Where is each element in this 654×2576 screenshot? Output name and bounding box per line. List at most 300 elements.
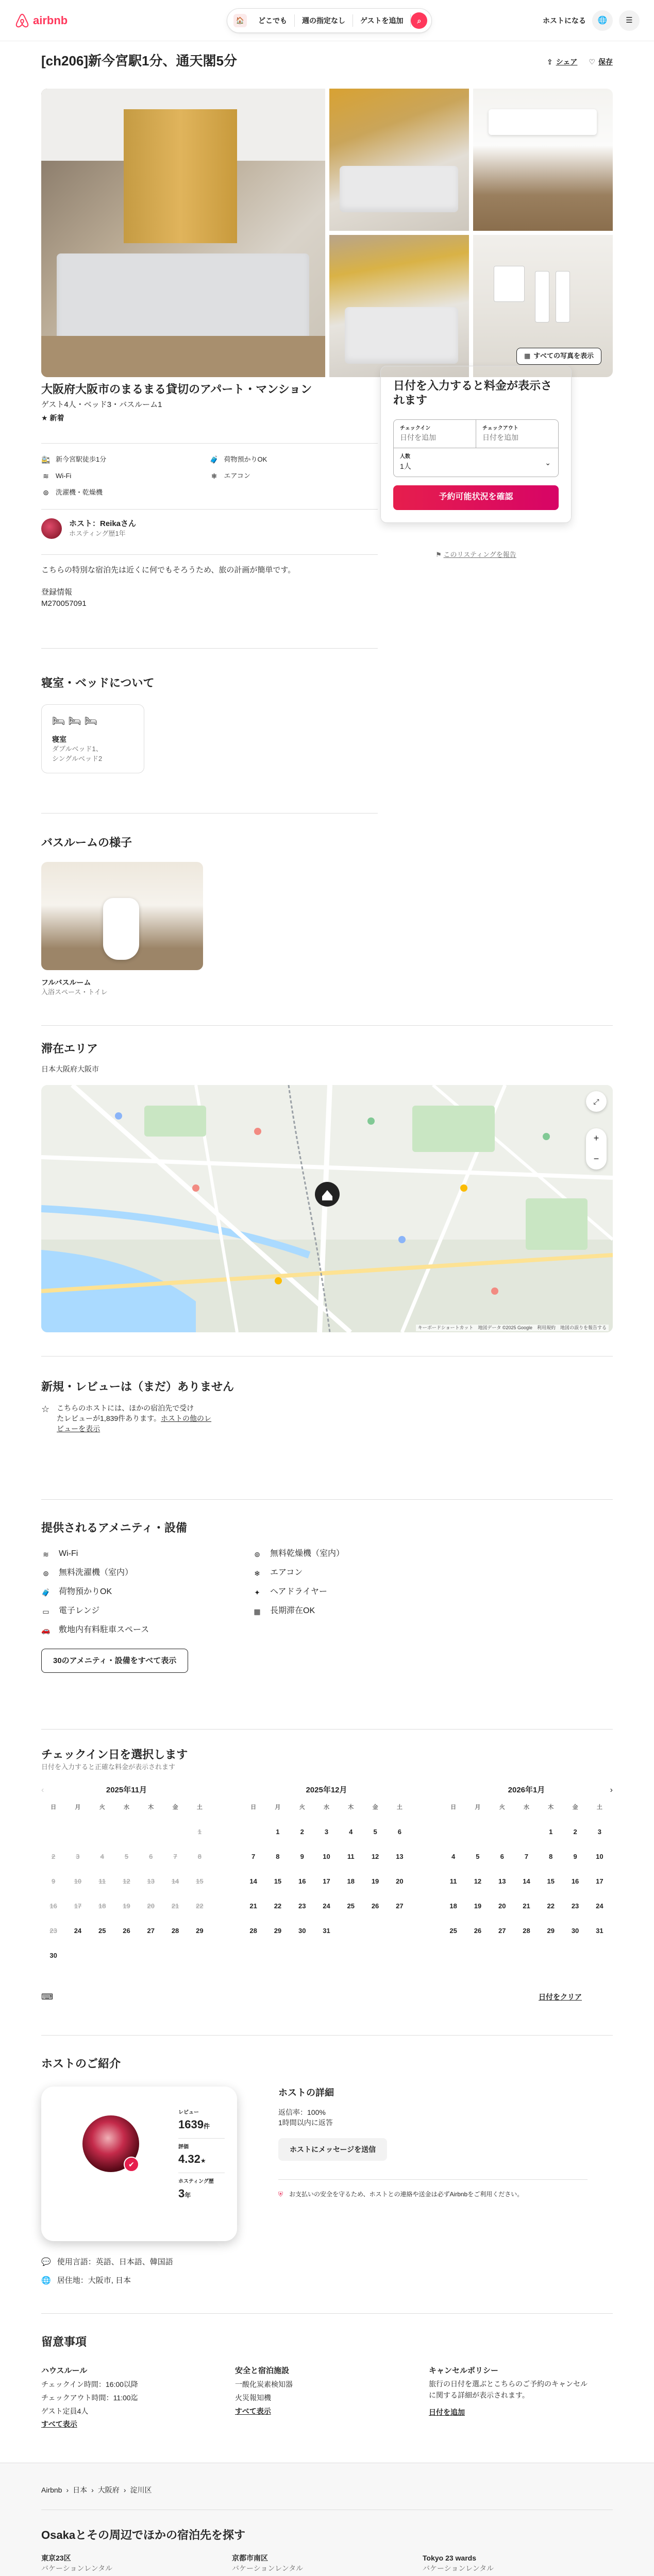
search-when[interactable]: 週の指定なし <box>295 14 353 27</box>
calendar-day[interactable]: 29 <box>547 1927 555 1935</box>
host-years: ホスティング歴1年 <box>69 530 126 538</box>
calendar-month <box>241 1785 412 1943</box>
empty-day <box>241 1820 265 1844</box>
rules-section <box>41 2334 613 2458</box>
divider <box>41 1356 613 1357</box>
description <box>41 565 378 609</box>
calendar-day[interactable]: 31 <box>323 1927 330 1935</box>
area-place: 日本大阪府大阪市 <box>41 1065 99 1074</box>
calendar-day: 5 <box>124 1853 129 1861</box>
calendar-day[interactable]: 23 <box>571 1902 579 1910</box>
calendar-day[interactable]: 31 <box>596 1927 603 1935</box>
amenity-item <box>41 1624 253 1636</box>
weekday-label: 金 <box>172 1804 178 1811</box>
checkin-label: チェックイン <box>400 426 431 431</box>
feature-label: 新今宮駅徒歩1分 <box>56 455 107 463</box>
calendar-day: 18 <box>98 1902 106 1910</box>
calendar-day[interactable]: 19 <box>371 1877 379 1886</box>
years-unit: 年 <box>185 2191 191 2199</box>
cancellation-policy <box>429 2364 613 2418</box>
chevron-right-icon: › <box>66 2486 69 2494</box>
calendar-day: 17 <box>74 1902 82 1910</box>
calendar-day[interactable]: 26 <box>371 1902 379 1910</box>
cancellation-text: 旅行の日付を選ぶとこちらのご予約のキャンセル <box>429 2379 588 2388</box>
search-guests[interactable]: ゲストを追加 <box>353 14 411 27</box>
registration-label: 登録情報 <box>41 588 73 597</box>
clear-dates-link[interactable]: 日付をクリア <box>539 1993 582 2001</box>
zoom-controls <box>586 1128 607 1170</box>
calendar-day[interactable]: 18 <box>449 1902 457 1910</box>
air-conditioner <box>489 109 597 135</box>
calendar-day[interactable]: 5 <box>373 1828 377 1836</box>
rule-item: チェックアウト時間：11:00迄 <box>41 2393 138 2402</box>
host-residence <box>41 2275 131 2286</box>
calendar-day[interactable]: 4 <box>451 1853 456 1861</box>
calendar-day: 10 <box>74 1877 82 1886</box>
fullscreen-icon[interactable]: ⤢ <box>586 1091 607 1112</box>
map[interactable] <box>41 1085 613 1332</box>
weekday-label: 金 <box>572 1804 578 1811</box>
reviews-title: 新規・レビューは（まだ）ありません <box>41 1380 234 1393</box>
calendar-day[interactable]: 12 <box>474 1877 482 1886</box>
calendar-day: 4 <box>100 1853 104 1861</box>
calendar-day[interactable]: 2 <box>573 1828 577 1836</box>
calendar-day[interactable]: 2 <box>300 1828 304 1836</box>
bedroom-card <box>41 704 144 773</box>
parking-icon: 🚗 <box>41 1626 51 1635</box>
calendar-day[interactable]: 1 <box>549 1828 553 1836</box>
rules-title: 留意事項 <box>41 2335 87 2348</box>
rule-item: チェックイン時間：16:00以降 <box>41 2380 138 2388</box>
house-rules-title: ハウスルール <box>41 2366 88 2375</box>
luggage-icon: 🧳 <box>209 455 219 464</box>
bed <box>340 166 458 212</box>
bedroom-name: 寝室 <box>52 735 66 744</box>
calendar-day[interactable]: 24 <box>596 1902 603 1910</box>
calendar-day[interactable]: 18 <box>347 1877 355 1886</box>
divider <box>41 443 378 444</box>
calendar-day[interactable]: 8 <box>549 1853 553 1861</box>
calendar-day[interactable]: 6 <box>397 1828 401 1836</box>
calendar-day: 16 <box>49 1902 57 1910</box>
host-details <box>278 2087 588 2199</box>
listing-top <box>41 52 613 381</box>
safety-text: お支払いの安全を守るため、ホストとの連絡や送金は必ずAirbnbをご利用ください。 <box>289 2190 524 2198</box>
flag-icon: ⚑ <box>435 551 444 558</box>
next-month-icon[interactable]: › <box>610 1786 613 1794</box>
calendar-day[interactable]: 9 <box>300 1853 304 1861</box>
calendar-day[interactable]: 13 <box>396 1853 404 1861</box>
calendar-day: 14 <box>171 1877 179 1886</box>
rating-label: 評価 <box>178 2144 189 2150</box>
calendar-section <box>41 1747 613 2014</box>
reviews-unit: 件 <box>203 2123 210 2130</box>
calendar-day[interactable]: 14 <box>249 1877 257 1886</box>
calendar-day[interactable]: 24 <box>74 1927 82 1935</box>
amenity-label: 長期滞在OK <box>270 1606 315 1616</box>
calendar-day[interactable]: 28 <box>249 1927 257 1935</box>
divider <box>41 1025 613 1026</box>
guests-label: 人数 <box>400 454 410 460</box>
feature-item <box>210 454 378 465</box>
airbnb-logo[interactable] <box>14 12 169 29</box>
search-icon[interactable]: ⌕ <box>411 12 427 29</box>
weekday-label: 月 <box>75 1804 81 1811</box>
bed <box>57 253 309 346</box>
hairdryer-icon: ✦ <box>254 1588 260 1597</box>
nearby-city[interactable] <box>232 2553 303 2574</box>
snowflake-icon: ❄ <box>211 472 217 481</box>
calendar-day: 21 <box>171 1902 179 1910</box>
nearby-title: Osakaとその周辺でほかの宿泊先を探す <box>41 2529 246 2541</box>
calendar-day[interactable]: 11 <box>449 1877 457 1886</box>
feature-item <box>41 487 210 498</box>
dryer-icon: ⊚ <box>254 1550 260 1558</box>
bedroom-section <box>41 675 378 773</box>
weekday-label: 木 <box>148 1804 154 1811</box>
shield-icon: ⛨ <box>278 2190 283 2198</box>
weekday-label: 火 <box>499 1804 505 1811</box>
calendar-day[interactable]: 6 <box>500 1853 504 1861</box>
calendar-day[interactable]: 26 <box>123 1927 130 1935</box>
calendar-day[interactable]: 16 <box>571 1877 579 1886</box>
bedroom-title: 寝室・ベッドについて <box>41 676 155 689</box>
calendar-day[interactable]: 22 <box>547 1902 555 1910</box>
amenity-item <box>253 1548 464 1560</box>
map-attribution: キーボードショートカット 地図データ ©2025 Google 利用規約 地図の誤りを報告する <box>416 1325 609 1331</box>
calendar-day: 22 <box>196 1902 204 1910</box>
month-title: 2026年1月 <box>508 1786 545 1794</box>
show-all-photos-button[interactable] <box>516 348 601 365</box>
amenity-item <box>253 1605 464 1617</box>
calendar-day[interactable]: 27 <box>396 1902 404 1910</box>
photo-2[interactable] <box>329 89 469 231</box>
response-time: 1時間以内に返答 <box>278 2118 333 2127</box>
verified-icon: ✔ <box>124 2157 139 2172</box>
photo-5[interactable] <box>473 235 613 377</box>
zoom-in-icon[interactable]: + <box>593 1133 599 1144</box>
show-all-photos-label: すべての写真を表示 <box>533 352 594 360</box>
calendar-day[interactable]: 26 <box>474 1927 482 1935</box>
city-subtitle: バケーションレンタル <box>232 2564 304 2573</box>
guests-select[interactable] <box>394 448 558 476</box>
house-rules <box>41 2364 216 2431</box>
safety-rules <box>235 2364 410 2418</box>
calendar-day[interactable]: 30 <box>571 1927 579 1935</box>
share-icon: ⇪ <box>546 58 553 66</box>
star-icon: ☆ <box>41 1404 50 1415</box>
other-reviews-link[interactable]: ホストの他のレ <box>161 1414 212 1423</box>
chevron-down-icon: ⌄ <box>545 459 551 467</box>
checkout-field[interactable] <box>476 420 558 448</box>
calendar-day[interactable]: 27 <box>147 1927 155 1935</box>
prev-month-icon[interactable]: ‹ <box>41 1786 44 1794</box>
calendar-day[interactable]: 25 <box>98 1927 106 1935</box>
amenity-label: 無料洗濯機（室内） <box>59 1568 133 1578</box>
empty-day <box>514 1820 539 1844</box>
empty-day <box>139 1820 163 1844</box>
bed <box>345 307 458 364</box>
calendar-day[interactable]: 16 <box>298 1877 306 1886</box>
calendar-day: 12 <box>123 1877 130 1886</box>
rule-item: 一酸化炭素検知器 <box>235 2380 293 2388</box>
search-where[interactable]: どこでも <box>251 14 295 27</box>
share-button[interactable] <box>547 57 577 67</box>
feature-label: エアコン <box>224 471 250 480</box>
rule-item: ゲスト定員4人 <box>41 2406 89 2415</box>
calendar-day[interactable]: 15 <box>547 1877 555 1886</box>
checkin-field[interactable] <box>394 420 476 448</box>
calendar-month <box>441 1785 612 1943</box>
calendar-months <box>41 1785 613 2001</box>
calendar-grid <box>441 1804 612 1943</box>
years-value: 3 <box>178 2187 185 2200</box>
report-listing[interactable] <box>380 550 572 560</box>
luggage-icon: 🧳 <box>41 1588 51 1597</box>
calendar-day[interactable]: 20 <box>396 1877 404 1886</box>
bathroom-section <box>41 835 378 997</box>
calendar-day: 8 <box>197 1853 202 1861</box>
microwave-icon: ▭ <box>42 1607 49 1616</box>
reviews-line-1: こちらのホストには、ほかの宿泊先で受け <box>57 1404 194 1413</box>
star-icon: ★ <box>200 2157 206 2165</box>
photo-3[interactable] <box>473 89 613 231</box>
calendar-day: 3 <box>76 1853 80 1861</box>
checkin-value: 日付を追加 <box>400 433 436 442</box>
host-summary[interactable] <box>41 518 378 539</box>
calendar-day[interactable]: 10 <box>323 1853 330 1861</box>
cancellation-text-2: に関する詳細が表示されます。 <box>429 2391 529 2400</box>
host-section <box>41 2056 613 2285</box>
calendar-day[interactable]: 19 <box>474 1902 482 1910</box>
calendar-grid <box>241 1804 412 1943</box>
residence-text: 居住地：大阪市, 日本 <box>57 2276 131 2285</box>
floor <box>41 336 325 377</box>
zoom-out-icon[interactable]: − <box>593 1154 599 1164</box>
calendar-day[interactable]: 13 <box>498 1877 506 1886</box>
rule-item: 火災報知機 <box>235 2393 271 2402</box>
photo-gallery <box>41 89 613 377</box>
message-host-button[interactable]: ホストにメッセージを送信 <box>278 2138 387 2161</box>
bathroom-title: バスルームの様子 <box>41 836 132 849</box>
wifi-icon: ≋ <box>43 1550 49 1558</box>
calendar-day[interactable]: 12 <box>371 1853 379 1861</box>
calendar-day[interactable]: 21 <box>249 1902 257 1910</box>
amenity-label: 電子レンジ <box>59 1606 100 1616</box>
calendar-day[interactable]: 17 <box>323 1877 330 1886</box>
keyboard-icon[interactable]: ⌨ <box>41 1993 54 2002</box>
search-bar[interactable] <box>227 8 432 33</box>
calendar-day[interactable]: 10 <box>596 1853 603 1861</box>
photo-main[interactable] <box>41 89 325 377</box>
show-all-amenities-button[interactable]: 30のアメニティ・設備をすべて表示 <box>41 1649 188 1673</box>
add-dates-link[interactable]: 日付を追加 <box>429 2408 465 2416</box>
reviews-label: レビュー <box>178 2110 199 2115</box>
bedroom-beds-2: シングルベッド2 <box>52 754 103 762</box>
host-languages <box>41 2257 173 2267</box>
calendar-day[interactable]: 3 <box>324 1828 329 1836</box>
rating-value: 4.32 <box>178 2153 200 2166</box>
breadcrumb-item[interactable]: Airbnb <box>41 2486 62 2494</box>
nearby-city[interactable] <box>423 2553 494 2574</box>
calendar-day[interactable]: 11 <box>347 1853 355 1861</box>
empty-day <box>465 1820 490 1844</box>
weekday-label: 日 <box>450 1804 457 1811</box>
divider <box>41 648 378 649</box>
calendar-day[interactable]: 29 <box>274 1927 282 1935</box>
calendar-day: 1 <box>197 1828 202 1836</box>
city-subtitle: バケーションレンタル <box>423 2564 494 2573</box>
logo-text: airbnb <box>33 13 68 27</box>
divider <box>41 2313 613 2314</box>
globe-icon: 🌐 <box>41 2276 51 2285</box>
nearby-cities <box>41 2553 613 2576</box>
empty-day <box>90 1820 114 1844</box>
weekday-label: 火 <box>299 1804 305 1811</box>
divider <box>41 554 378 555</box>
calendar-subtitle: 日付を入力すると正確な料金が表示されます <box>41 1763 176 1771</box>
calendar-day[interactable]: 23 <box>298 1902 306 1910</box>
calendar-day[interactable]: 8 <box>276 1853 280 1861</box>
weekday-label: 水 <box>523 1804 529 1811</box>
photo-4[interactable] <box>329 235 469 377</box>
amenities-section <box>41 1520 613 1705</box>
amenity-label: Wi-Fi <box>59 1549 78 1558</box>
heart-icon: ♡ <box>589 58 595 66</box>
save-button[interactable] <box>589 57 613 67</box>
calendar-day[interactable]: 28 <box>171 1927 179 1935</box>
breadcrumb-item[interactable]: 日本 <box>73 2486 88 2494</box>
other-reviews-link-2[interactable]: ビューを表示 <box>57 1425 100 1433</box>
calendar-day[interactable]: 28 <box>523 1927 530 1935</box>
calendar-title: チェックイン日を選択します <box>41 1748 188 1761</box>
city-subtitle: バケーションレンタル <box>41 2564 113 2573</box>
reviews-section <box>41 1379 613 1440</box>
safety-more-link[interactable]: すべて表示 <box>235 2406 271 2415</box>
calendar-day: 11 <box>98 1877 106 1886</box>
listing-subtitle: 大阪府大阪市のまるまる貸切のアパート・マンション <box>41 383 312 396</box>
globe-icon[interactable]: 🌐 <box>592 10 613 31</box>
become-host-link[interactable]: ホストになる <box>543 16 586 25</box>
weekday-label: 水 <box>323 1804 329 1811</box>
calendar-day[interactable]: 1 <box>276 1828 280 1836</box>
booking-card <box>380 366 572 523</box>
calendar-day[interactable]: 30 <box>49 1952 57 1960</box>
calendar-day[interactable]: 5 <box>476 1853 480 1861</box>
divider <box>41 1729 613 1730</box>
divider <box>41 509 378 510</box>
menu-icon[interactable]: ☰ <box>619 10 640 31</box>
city-name: Tokyo 23 wards <box>423 2554 477 2562</box>
calendar-day[interactable]: 25 <box>347 1902 355 1910</box>
guests-value: 1人 <box>400 462 411 470</box>
calendar-day[interactable]: 30 <box>298 1927 306 1935</box>
empty-day <box>163 1820 187 1844</box>
toilet <box>103 898 139 960</box>
feature-item <box>41 454 210 465</box>
host-card[interactable] <box>41 2087 237 2241</box>
feature-label: 荷物預かりOK <box>224 455 267 463</box>
divider <box>41 1499 613 1500</box>
calendar-day[interactable]: 21 <box>523 1902 530 1910</box>
empty-day <box>114 1820 139 1844</box>
calendar-day: 6 <box>149 1853 153 1861</box>
bathroom-photo[interactable] <box>41 862 203 970</box>
calendar-day[interactable]: 25 <box>449 1927 457 1935</box>
weekday-label: 木 <box>548 1804 554 1811</box>
washer-icon: ⊚ <box>43 1569 49 1578</box>
calendar-day[interactable]: 3 <box>597 1828 601 1836</box>
safety-note <box>278 2190 588 2199</box>
new-badge: ★ 新着 <box>41 413 64 422</box>
weekday-label: 月 <box>475 1804 481 1811</box>
calendar-day[interactable]: 22 <box>274 1902 282 1910</box>
breadcrumb <box>41 2485 152 2495</box>
snowflake-icon: ❄ <box>254 1569 260 1578</box>
bathroom-name: フルバスルーム <box>41 978 91 987</box>
area-section <box>41 1041 613 1350</box>
host-details-title: ホストの詳細 <box>278 2088 334 2098</box>
calendar-day[interactable]: 24 <box>323 1902 330 1910</box>
amenity-item <box>253 1586 464 1598</box>
feature-list <box>41 454 378 498</box>
calendar-day: 13 <box>147 1877 155 1886</box>
safety-rules-title: 安全と宿泊施設 <box>235 2366 290 2375</box>
house-rules-more-link[interactable]: すべて表示 <box>41 2420 77 2429</box>
weekday-label: 金 <box>372 1804 378 1811</box>
weekday-label: 土 <box>396 1804 403 1811</box>
train-icon: 🚉 <box>41 455 51 464</box>
calendar-day[interactable]: 15 <box>274 1877 282 1886</box>
amenity-item <box>41 1605 253 1617</box>
intercom <box>494 266 525 302</box>
calendar-day[interactable]: 29 <box>196 1927 204 1935</box>
calendar-day[interactable]: 17 <box>596 1877 603 1886</box>
calendar-day: 9 <box>52 1877 56 1886</box>
feature-item <box>210 471 378 481</box>
calendar-day[interactable]: 7 <box>251 1853 256 1861</box>
amenity-item <box>41 1548 253 1560</box>
calendar-day[interactable]: 9 <box>573 1853 577 1861</box>
empty-day <box>41 1820 65 1844</box>
wifi-icon: ≋ <box>43 472 49 481</box>
reviews-note <box>41 1403 613 1434</box>
city-name: 京都市南区 <box>232 2554 268 2562</box>
calendar-day: 19 <box>123 1902 130 1910</box>
calendar-day[interactable]: 7 <box>524 1853 529 1861</box>
check-availability-button[interactable]: 予約可能状況を確認 <box>393 485 559 510</box>
breadcrumb-item: 淀川区 <box>130 2486 152 2494</box>
breadcrumb-item[interactable]: 大阪府 <box>97 2486 120 2494</box>
nearby-city[interactable] <box>41 2553 112 2574</box>
amenities-title: 提供されるアメニティ・設備 <box>41 1521 187 1534</box>
feature-label: Wi-Fi <box>56 471 72 480</box>
host-title: ホストのご紹介 <box>41 2057 121 2070</box>
date-picker <box>393 419 559 477</box>
bed-icon: 🛏🛏🛏 <box>52 716 101 727</box>
calendar-day[interactable]: 27 <box>498 1927 506 1935</box>
response-rate: 返信率：100% <box>278 2108 326 2116</box>
weekday-label: 月 <box>275 1804 281 1811</box>
save-label: 保存 <box>598 58 613 66</box>
area-title: 滞在エリア <box>41 1042 98 1055</box>
calendar-day[interactable]: 4 <box>349 1828 353 1836</box>
calendar-day[interactable]: 20 <box>498 1902 506 1910</box>
calendar-day[interactable]: 14 <box>523 1877 530 1886</box>
map-canvas <box>41 1085 613 1332</box>
divider <box>41 2035 613 2036</box>
home-icon: 🏠 <box>233 14 247 27</box>
